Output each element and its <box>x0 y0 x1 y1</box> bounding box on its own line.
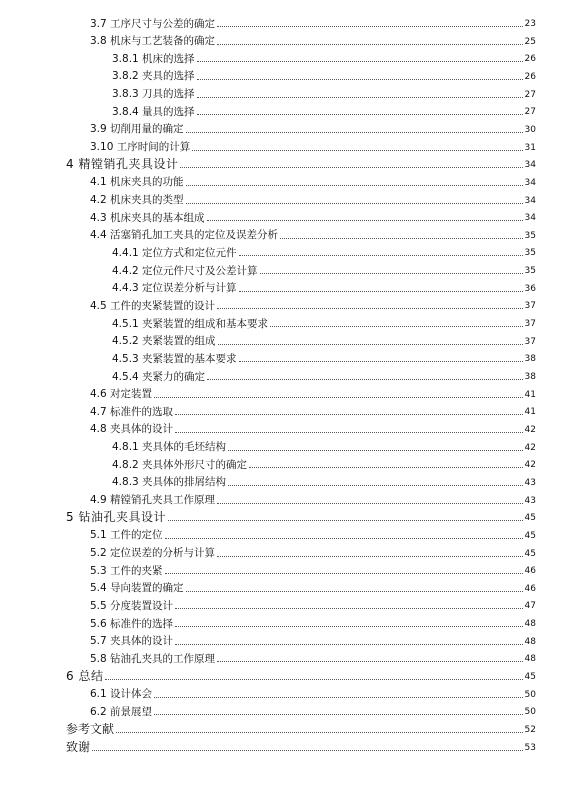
toc-entry-page-number: 23 <box>524 19 536 29</box>
dot-leader <box>197 79 523 80</box>
toc-entry-title: 3.8.4 量具的选择 <box>112 105 195 118</box>
toc-entry-page-number: 27 <box>524 89 536 100</box>
toc-entry-title: 5.8 钻油孔夹具的工作原理 <box>90 652 216 665</box>
dot-leader <box>154 397 523 398</box>
toc-entry[interactable] <box>90 418 536 435</box>
toc-entry-page-number: 48 <box>524 636 536 647</box>
toc-entry[interactable] <box>90 524 536 541</box>
toc-entry[interactable] <box>112 453 536 470</box>
toc-entry-title: 5.4 导向装置的确定 <box>90 582 184 595</box>
toc-entry-title: 4.8.1 夹具体的毛坯结构 <box>112 441 227 454</box>
dot-leader <box>192 150 522 151</box>
toc-entry-page-number: 48 <box>524 619 536 630</box>
toc-entry-page-number: 35 <box>524 266 536 277</box>
toc-entry[interactable] <box>90 489 536 506</box>
toc-entry[interactable] <box>90 612 536 629</box>
dot-leader <box>217 503 523 504</box>
toc-entry-title: 致谢 <box>66 739 91 754</box>
toc-entry-title: 4.1 机床夹具的功能 <box>90 176 184 189</box>
toc-entry[interactable] <box>90 630 536 647</box>
toc-entry-page-number: 42 <box>524 424 536 435</box>
toc-entry-page-number: 31 <box>524 142 536 153</box>
toc-entry-page-number: 34 <box>524 177 536 188</box>
toc-entry-title: 4 精镗销孔夹具设计 <box>66 157 179 172</box>
dot-leader <box>186 185 523 186</box>
dot-leader <box>165 573 523 574</box>
toc-entry-page-number: 34 <box>524 213 536 224</box>
dot-leader <box>207 379 522 380</box>
toc-entry-title: 3.9 切削用量的确定 <box>90 123 184 136</box>
toc-entry[interactable] <box>112 347 536 364</box>
toc-entry[interactable] <box>112 436 536 453</box>
dot-leader <box>217 44 523 45</box>
dot-leader <box>218 344 523 345</box>
dot-leader <box>217 308 523 309</box>
toc-entry-title: 5.3 工件的夹紧 <box>90 564 163 577</box>
toc-entry-title: 3.8.3 刀具的选择 <box>112 88 195 101</box>
toc-entry-page-number: 41 <box>524 407 536 418</box>
dot-leader <box>175 644 523 645</box>
toc-entry[interactable] <box>112 47 536 64</box>
toc-entry[interactable] <box>112 330 536 347</box>
toc-entry-title: 5.5 分度装置设计 <box>90 599 174 612</box>
toc-entry-title: 4.4.2 定位元件尺寸及公差计算 <box>112 264 258 277</box>
toc-entry-page-number: 41 <box>524 389 536 400</box>
toc-entry[interactable] <box>90 206 536 223</box>
toc-entry[interactable] <box>90 12 536 29</box>
toc-entry[interactable] <box>66 736 536 753</box>
dot-leader <box>197 97 523 98</box>
dot-leader <box>239 291 523 292</box>
toc-entry-page-number: 37 <box>524 336 536 347</box>
toc-entry-page-number: 45 <box>524 548 536 559</box>
toc-entry[interactable] <box>112 100 536 117</box>
toc-entry-title: 4.5.2 夹紧装置的组成 <box>112 335 216 348</box>
toc-entry[interactable] <box>112 65 536 82</box>
toc-entry-page-number: 45 <box>524 530 536 541</box>
toc-entry-title: 6.1 设计体会 <box>90 688 153 701</box>
dot-leader <box>105 679 522 680</box>
toc-entry-title: 4.3 机床夹具的基本组成 <box>90 211 205 224</box>
toc-entry[interactable] <box>90 171 536 188</box>
toc-entry[interactable] <box>90 647 536 664</box>
toc-entry-title: 4.8 夹具体的设计 <box>90 423 174 436</box>
toc-entry-page-number: 37 <box>524 301 536 312</box>
toc-entry[interactable] <box>90 118 536 135</box>
dot-leader <box>180 167 522 168</box>
toc-entry-title: 4.2 机床夹具的类型 <box>90 194 184 206</box>
toc-entry-title: 6 总结 <box>66 669 104 684</box>
toc-entry[interactable] <box>112 241 536 258</box>
dot-leader <box>197 114 523 115</box>
toc-entry-page-number: 35 <box>524 230 536 241</box>
toc-entry-page-number: 42 <box>524 442 536 453</box>
toc-entry[interactable] <box>112 83 536 100</box>
toc-entry-page-number: 43 <box>524 477 536 488</box>
toc-entry[interactable] <box>112 259 536 276</box>
toc-entry-title: 4.5.4 夹紧力的确定 <box>112 370 206 383</box>
toc-entry-page-number: 35 <box>524 248 536 259</box>
toc-entry-page-number: 38 <box>524 354 536 365</box>
toc-entry-page-number: 47 <box>524 601 536 612</box>
toc-entry-page-number: 53 <box>524 742 536 753</box>
toc-entry-page-number: 27 <box>524 107 536 118</box>
toc-entry-page-number: 43 <box>524 495 536 506</box>
toc-entry-title: 4.6 对定装置 <box>90 388 153 401</box>
toc-entry-title: 3.8.1 机床的选择 <box>112 52 195 65</box>
toc-entry-title: 3.8.2 夹具的选择 <box>112 70 195 83</box>
toc-entry-page-number: 34 <box>524 195 536 206</box>
dot-leader <box>165 538 523 539</box>
toc-entry-title: 4.8.3 夹具体的排屑结构 <box>112 476 227 489</box>
toc-entry-page-number: 38 <box>524 372 536 382</box>
toc-entry-title: 4.8.2 夹具体外形尺寸的确定 <box>112 458 248 471</box>
toc-entry-page-number: 37 <box>524 319 536 330</box>
dot-leader <box>217 556 523 557</box>
toc-entry-page-number: 46 <box>524 566 536 577</box>
toc-entry[interactable] <box>66 506 536 523</box>
toc-entry[interactable] <box>66 153 536 170</box>
dot-leader <box>280 238 523 239</box>
toc-entry-page-number: 26 <box>524 71 536 82</box>
dot-leader <box>197 61 523 62</box>
toc-entry-page-number: 50 <box>524 689 536 700</box>
toc-entry-title: 3.10 工序时间的计算 <box>90 141 191 154</box>
toc-entry-title: 5.7 夹具体的设计 <box>90 635 174 648</box>
dot-leader <box>175 432 523 433</box>
toc-entry-page-number: 34 <box>524 160 536 171</box>
toc-entry[interactable] <box>112 277 536 294</box>
dot-leader <box>228 450 522 451</box>
toc-entry-title: 4.4.1 定位方式和定位元件 <box>112 246 237 259</box>
dot-leader <box>92 750 523 751</box>
dot-leader <box>228 485 522 486</box>
toc-entry-page-number: 25 <box>524 36 536 47</box>
dot-leader <box>154 714 523 715</box>
dot-leader <box>217 661 523 662</box>
toc-entry-title: 6.2 前景展望 <box>90 705 153 718</box>
dot-leader <box>270 326 522 327</box>
toc-entry-title: 4.5.1 夹紧装置的组成和基本要求 <box>112 317 269 330</box>
toc-entry-title: 4.4.3 定位误差分析与计算 <box>112 282 237 295</box>
toc-entry[interactable] <box>90 383 536 400</box>
toc-entry-page-number: 46 <box>524 583 536 594</box>
toc-entry-page-number: 52 <box>524 725 536 735</box>
toc-entry[interactable] <box>112 365 536 382</box>
toc-entry-page-number: 50 <box>524 707 536 718</box>
toc-entry[interactable] <box>90 594 536 611</box>
toc-entry-page-number: 48 <box>524 654 536 665</box>
toc-entry-title: 5.6 标准件的选择 <box>90 617 174 630</box>
toc-entry[interactable] <box>90 30 536 47</box>
toc-entry[interactable] <box>112 471 536 488</box>
toc-entry[interactable] <box>112 312 536 329</box>
dot-leader <box>186 132 523 133</box>
toc-entry[interactable] <box>90 294 536 311</box>
toc-entry-page-number: 26 <box>524 54 536 65</box>
toc-entry-title: 3.7 工序尺寸与公差的确定 <box>90 17 216 30</box>
dot-leader <box>186 591 523 592</box>
dot-leader <box>175 414 523 415</box>
dot-leader <box>239 361 523 362</box>
toc-entry[interactable] <box>90 189 536 206</box>
dot-leader <box>116 732 523 733</box>
toc-entry[interactable] <box>90 400 536 417</box>
toc-entry[interactable] <box>66 665 536 682</box>
dot-leader <box>175 608 523 609</box>
dot-leader <box>217 26 523 27</box>
toc-entry[interactable] <box>90 577 536 594</box>
toc-entry-title: 4.7 标准件的选取 <box>90 405 174 418</box>
toc-entry-title: 4.4 活塞销孔加工夹具的定位及误差分析 <box>90 229 279 242</box>
toc-entry-title: 5.1 工件的定位 <box>90 529 163 542</box>
dot-leader <box>239 255 523 256</box>
toc-entry-page-number: 42 <box>524 460 536 471</box>
dot-leader <box>168 520 523 521</box>
toc-entry-title: 4.5.3 夹紧装置的基本要求 <box>112 352 237 365</box>
toc-entry[interactable] <box>90 683 536 700</box>
toc-entry[interactable] <box>90 559 536 576</box>
toc-entry-page-number: 45 <box>524 513 536 524</box>
dot-leader <box>154 697 523 698</box>
toc-entry[interactable] <box>90 700 536 717</box>
dot-leader <box>207 220 523 221</box>
toc-entry-title: 5 钻油孔夹具设计 <box>66 510 166 525</box>
toc-entry[interactable] <box>90 224 536 241</box>
toc-entry-page-number: 45 <box>524 672 536 683</box>
toc-entry-page-number: 30 <box>524 124 536 135</box>
toc-entry[interactable] <box>90 136 536 153</box>
dot-leader <box>260 273 523 274</box>
toc-entry-title: 参考文献 <box>66 722 115 736</box>
toc-entry-title: 4.9 精镗销孔夹具工作原理 <box>90 494 216 507</box>
toc-entry[interactable] <box>90 542 536 559</box>
toc-entry-page-number: 36 <box>524 283 536 294</box>
toc-entry-title: 3.8 机床与工艺装备的确定 <box>90 35 216 48</box>
toc-entry-title: 4.5 工件的夹紧装置的设计 <box>90 299 216 312</box>
dot-leader <box>249 467 522 468</box>
dot-leader <box>175 626 523 627</box>
toc-entry[interactable] <box>66 718 536 735</box>
toc-entry-title: 5.2 定位误差的分析与计算 <box>90 547 216 559</box>
dot-leader <box>186 203 523 204</box>
